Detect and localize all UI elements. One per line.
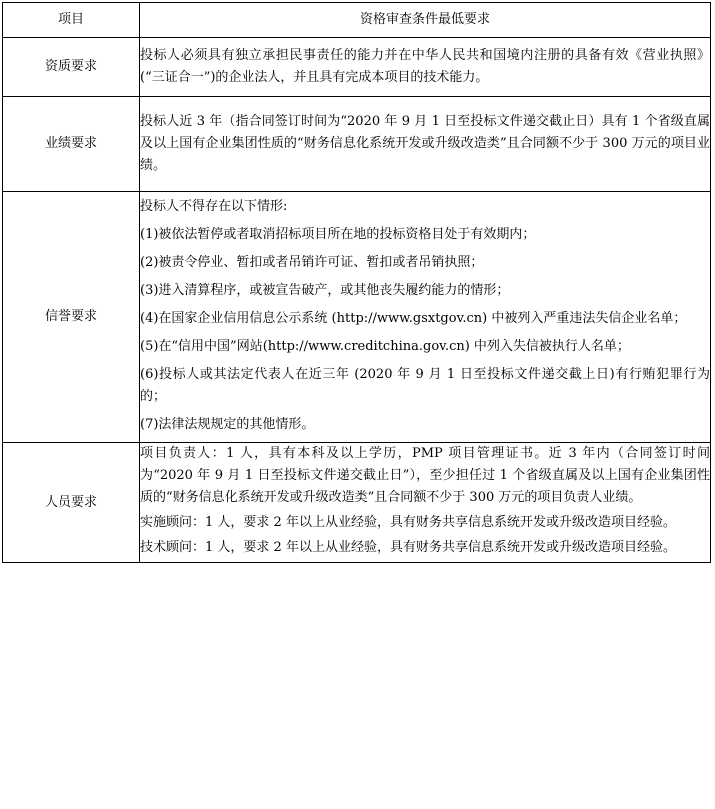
requirement-cell bbox=[140, 192, 711, 443]
requirement-intro: 投标人不得存在以下情形: bbox=[140, 199, 288, 214]
requirement-item: (5)在“信用中国”网站(http://www.creditchina.gov.cn) 中列入失信被执行人名单； bbox=[140, 339, 630, 354]
requirement-item: (7)法律法规规定的其他情形。 bbox=[140, 417, 315, 432]
requirement-project-manager: 项目负责人：1 人，具有本科及以上学历，PMP 项目管理证书。近 3 年内（合同签订时间为“2020 年 9 月 1 日至投标文件递交截止日”），至少担任过 1 个省级直属及以上国有企业集团性质的“财务信息化系统开发或升级改造类”且合同额不少于 300 万元的项目负责人业绩。 bbox=[140, 446, 710, 505]
requirements-table bbox=[2, 2, 711, 563]
table-header-row bbox=[3, 3, 711, 38]
category-cell: 业绩要求 bbox=[3, 97, 140, 192]
table-row-performance bbox=[3, 97, 711, 192]
requirement-text: 投标人必须具有独立承担民事责任的能力并在中华人民共和国境内注册的具备有效《营业执照》(“三证合一”)的企业法人，并且具有完成本项目的技术能力。 bbox=[140, 48, 710, 85]
requirement-item: (3)进入清算程序，或被宣告破产，或其他丧失履约能力的情形； bbox=[140, 283, 510, 298]
requirement-item: (1)被依法暂停或者取消招标项目所在地的投标资格目处于有效期内； bbox=[140, 227, 536, 242]
header-requirement: 资格审查条件最低要求 bbox=[140, 3, 711, 38]
table-row-personnel bbox=[3, 443, 711, 563]
category-cell: 资质要求 bbox=[3, 38, 140, 97]
requirement-item: (2)被责令停业、暂扣或者吊销许可证、暂扣或者吊销执照； bbox=[140, 255, 484, 270]
table-row-credit bbox=[3, 192, 711, 443]
table-row-qualification bbox=[3, 38, 711, 97]
requirement-technical-consultant: 技术顾问：1 人，要求 2 年以上从业经验，具有财务共享信息系统开发或升级改造项目经验。 bbox=[140, 540, 676, 555]
requirement-item: (6)投标人或其法定代表人在近三年 (2020 年 9 月 1 日至投标文件递交截上日)有行贿犯罪行为的； bbox=[140, 367, 710, 404]
requirement-text: 投标人近 3 年（指合同签订时间为“2020 年 9 月 1 日至投标文件递交截止日）具有 1 个省级直属及以上国有企业集团性质的“财务信息化系统开发或升级改造类”且合同额不少于 300 万元的项目业绩。 bbox=[140, 114, 710, 173]
requirement-implementation-consultant: 实施顾问：1 人，要求 2 年以上从业经验，具有财务共享信息系统开发或升级改造项目经验。 bbox=[140, 515, 676, 530]
requirement-cell bbox=[140, 97, 711, 192]
requirement-cell bbox=[140, 443, 711, 563]
header-item: 项目 bbox=[3, 3, 140, 38]
category-cell: 人员要求 bbox=[3, 443, 140, 563]
requirement-cell bbox=[140, 38, 711, 97]
requirement-item: (4)在国家企业信用信息公示系统 (http://www.gsxtgov.cn) 中被列入严重违法失信企业名单； bbox=[140, 311, 687, 326]
category-cell: 信誉要求 bbox=[3, 192, 140, 443]
